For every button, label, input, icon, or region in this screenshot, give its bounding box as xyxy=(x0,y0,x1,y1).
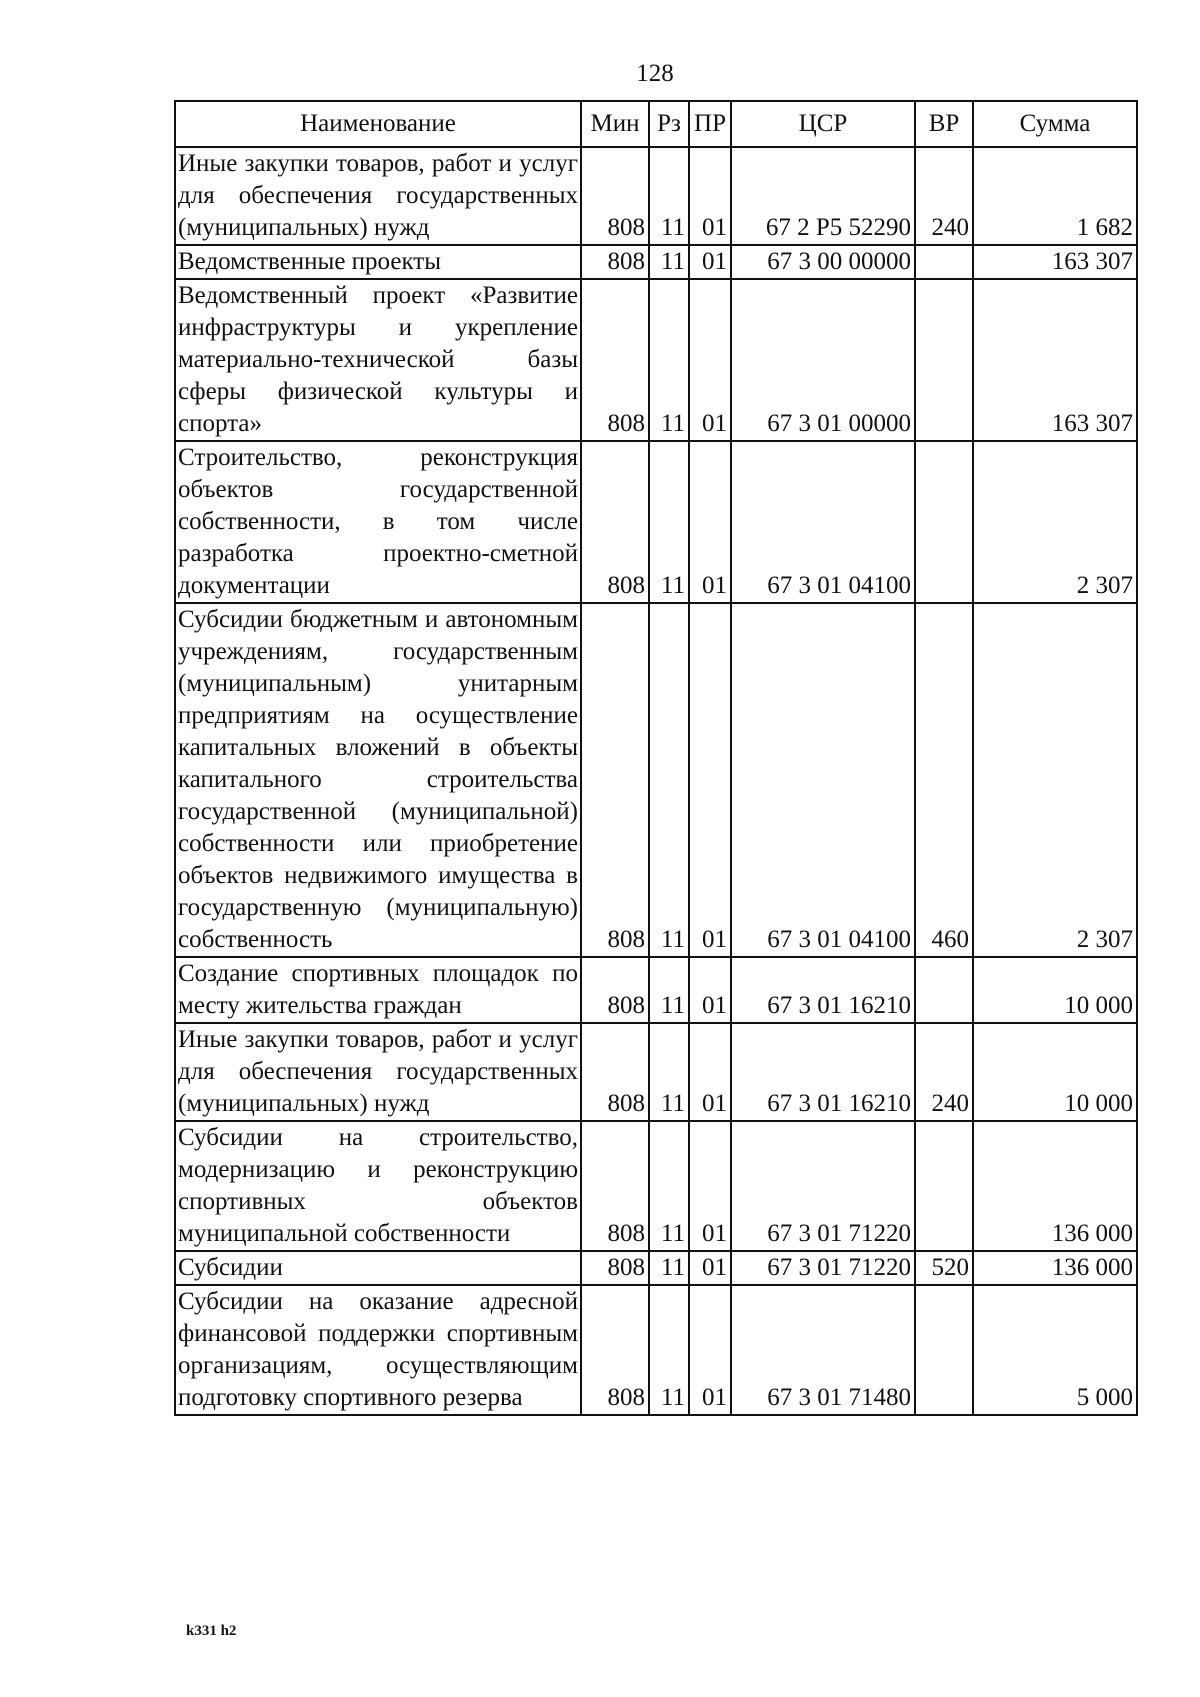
table-header-row xyxy=(175,101,1137,147)
row-rz: 11 xyxy=(649,441,689,603)
row-rz: 11 xyxy=(649,245,689,279)
row-rz: 11 xyxy=(649,957,689,1023)
header-vr: ВР xyxy=(915,101,973,147)
row-min: 808 xyxy=(581,1285,649,1415)
row-pr: 01 xyxy=(689,1121,731,1251)
row-csr: 67 2 Р5 52290 xyxy=(731,147,915,245)
row-name: Строительство, реконструкция объектов государственной собственности, в том числе разработка проектно-сметной документации xyxy=(175,441,581,603)
header-rz: Рз xyxy=(649,101,689,147)
budget-table xyxy=(174,100,1138,1416)
header-min: Мин xyxy=(581,101,649,147)
row-vr: 240 xyxy=(915,1023,973,1121)
row-vr xyxy=(915,245,973,279)
table-row xyxy=(175,1121,1137,1251)
row-pr: 01 xyxy=(689,279,731,441)
table-row xyxy=(175,1251,1137,1285)
row-rz: 11 xyxy=(649,1023,689,1121)
row-pr: 01 xyxy=(689,603,731,957)
row-min: 808 xyxy=(581,279,649,441)
row-vr xyxy=(915,957,973,1023)
table-row xyxy=(175,957,1137,1023)
row-name: Создание спортивных площадок по месту жительства граждан xyxy=(175,957,581,1023)
row-min: 808 xyxy=(581,603,649,957)
footer-code: k331 h2 xyxy=(186,1623,237,1639)
row-csr: 67 3 01 00000 xyxy=(731,279,915,441)
table-row xyxy=(175,279,1137,441)
row-vr: 240 xyxy=(915,147,973,245)
row-min: 808 xyxy=(581,245,649,279)
row-rz: 11 xyxy=(649,279,689,441)
header-name: Наименование xyxy=(175,101,581,147)
table-row xyxy=(175,1285,1137,1415)
row-name: Субсидии бюджетным и автономным учреждениям, государственным (муниципальным) унитарным предприятиям на осуществление капитальных вложений в объекты капитального строительства государственной (муниципальной) собственности или приобретение объектов недвижимого имущества в государственную (муниципальную) собственность xyxy=(175,603,581,957)
row-min: 808 xyxy=(581,147,649,245)
row-pr: 01 xyxy=(689,441,731,603)
row-sum: 10 000 xyxy=(973,1023,1137,1121)
row-csr: 67 3 01 71220 xyxy=(731,1251,915,1285)
row-rz: 11 xyxy=(649,1285,689,1415)
table-row xyxy=(175,441,1137,603)
table-row xyxy=(175,603,1137,957)
row-min: 808 xyxy=(581,441,649,603)
row-vr xyxy=(915,1285,973,1415)
row-rz: 11 xyxy=(649,603,689,957)
row-sum: 5 000 xyxy=(973,1285,1137,1415)
row-min: 808 xyxy=(581,1251,649,1285)
header-csr: ЦСР xyxy=(731,101,915,147)
page-number: 128 xyxy=(636,60,674,87)
row-rz: 11 xyxy=(649,1121,689,1251)
row-vr xyxy=(915,441,973,603)
row-sum: 2 307 xyxy=(973,441,1137,603)
row-pr: 01 xyxy=(689,957,731,1023)
header-pr: ПР xyxy=(689,101,731,147)
row-rz: 11 xyxy=(649,1251,689,1285)
row-csr: 67 3 00 00000 xyxy=(731,245,915,279)
row-name: Субсидии на строительство, модернизацию и реконструкцию спортивных объектов муниципальной собственности xyxy=(175,1121,581,1251)
row-csr: 67 3 01 04100 xyxy=(731,603,915,957)
row-name: Иные закупки товаров, работ и услуг для обеспечения государственных (муниципальных) нужд xyxy=(175,1023,581,1121)
row-sum: 136 000 xyxy=(973,1251,1137,1285)
row-name: Субсидии xyxy=(175,1251,581,1285)
row-rz: 11 xyxy=(649,147,689,245)
row-vr xyxy=(915,1121,973,1251)
table-row xyxy=(175,147,1137,245)
header-sum: Сумма xyxy=(973,101,1137,147)
row-pr: 01 xyxy=(689,245,731,279)
row-sum: 10 000 xyxy=(973,957,1137,1023)
row-csr: 67 3 01 16210 xyxy=(731,957,915,1023)
row-sum: 136 000 xyxy=(973,1121,1137,1251)
table-row xyxy=(175,1023,1137,1121)
row-sum: 163 307 xyxy=(973,279,1137,441)
row-csr: 67 3 01 71220 xyxy=(731,1121,915,1251)
row-min: 808 xyxy=(581,957,649,1023)
row-pr: 01 xyxy=(689,1251,731,1285)
row-csr: 67 3 01 04100 xyxy=(731,441,915,603)
row-name: Ведомственные проекты xyxy=(175,245,581,279)
row-name: Ведомственный проект «Развитие инфраструктуры и укрепление материально-технической базы сферы физической культуры и спорта» xyxy=(175,279,581,441)
row-vr: 460 xyxy=(915,603,973,957)
row-min: 808 xyxy=(581,1121,649,1251)
row-sum: 2 307 xyxy=(973,603,1137,957)
row-vr xyxy=(915,279,973,441)
table-row xyxy=(175,245,1137,279)
row-csr: 67 3 01 71480 xyxy=(731,1285,915,1415)
row-csr: 67 3 01 16210 xyxy=(731,1023,915,1121)
row-sum: 163 307 xyxy=(973,245,1137,279)
row-pr: 01 xyxy=(689,1285,731,1415)
row-name: Иные закупки товаров, работ и услуг для обеспечения государственных (муниципальных) нужд xyxy=(175,147,581,245)
row-vr: 520 xyxy=(915,1251,973,1285)
row-min: 808 xyxy=(581,1023,649,1121)
row-pr: 01 xyxy=(689,147,731,245)
row-pr: 01 xyxy=(689,1023,731,1121)
row-name: Субсидии на оказание адресной финансовой поддержки спортивным организациям, осуществляющим подготовку спортивного резерва xyxy=(175,1285,581,1415)
row-sum: 1 682 xyxy=(973,147,1137,245)
